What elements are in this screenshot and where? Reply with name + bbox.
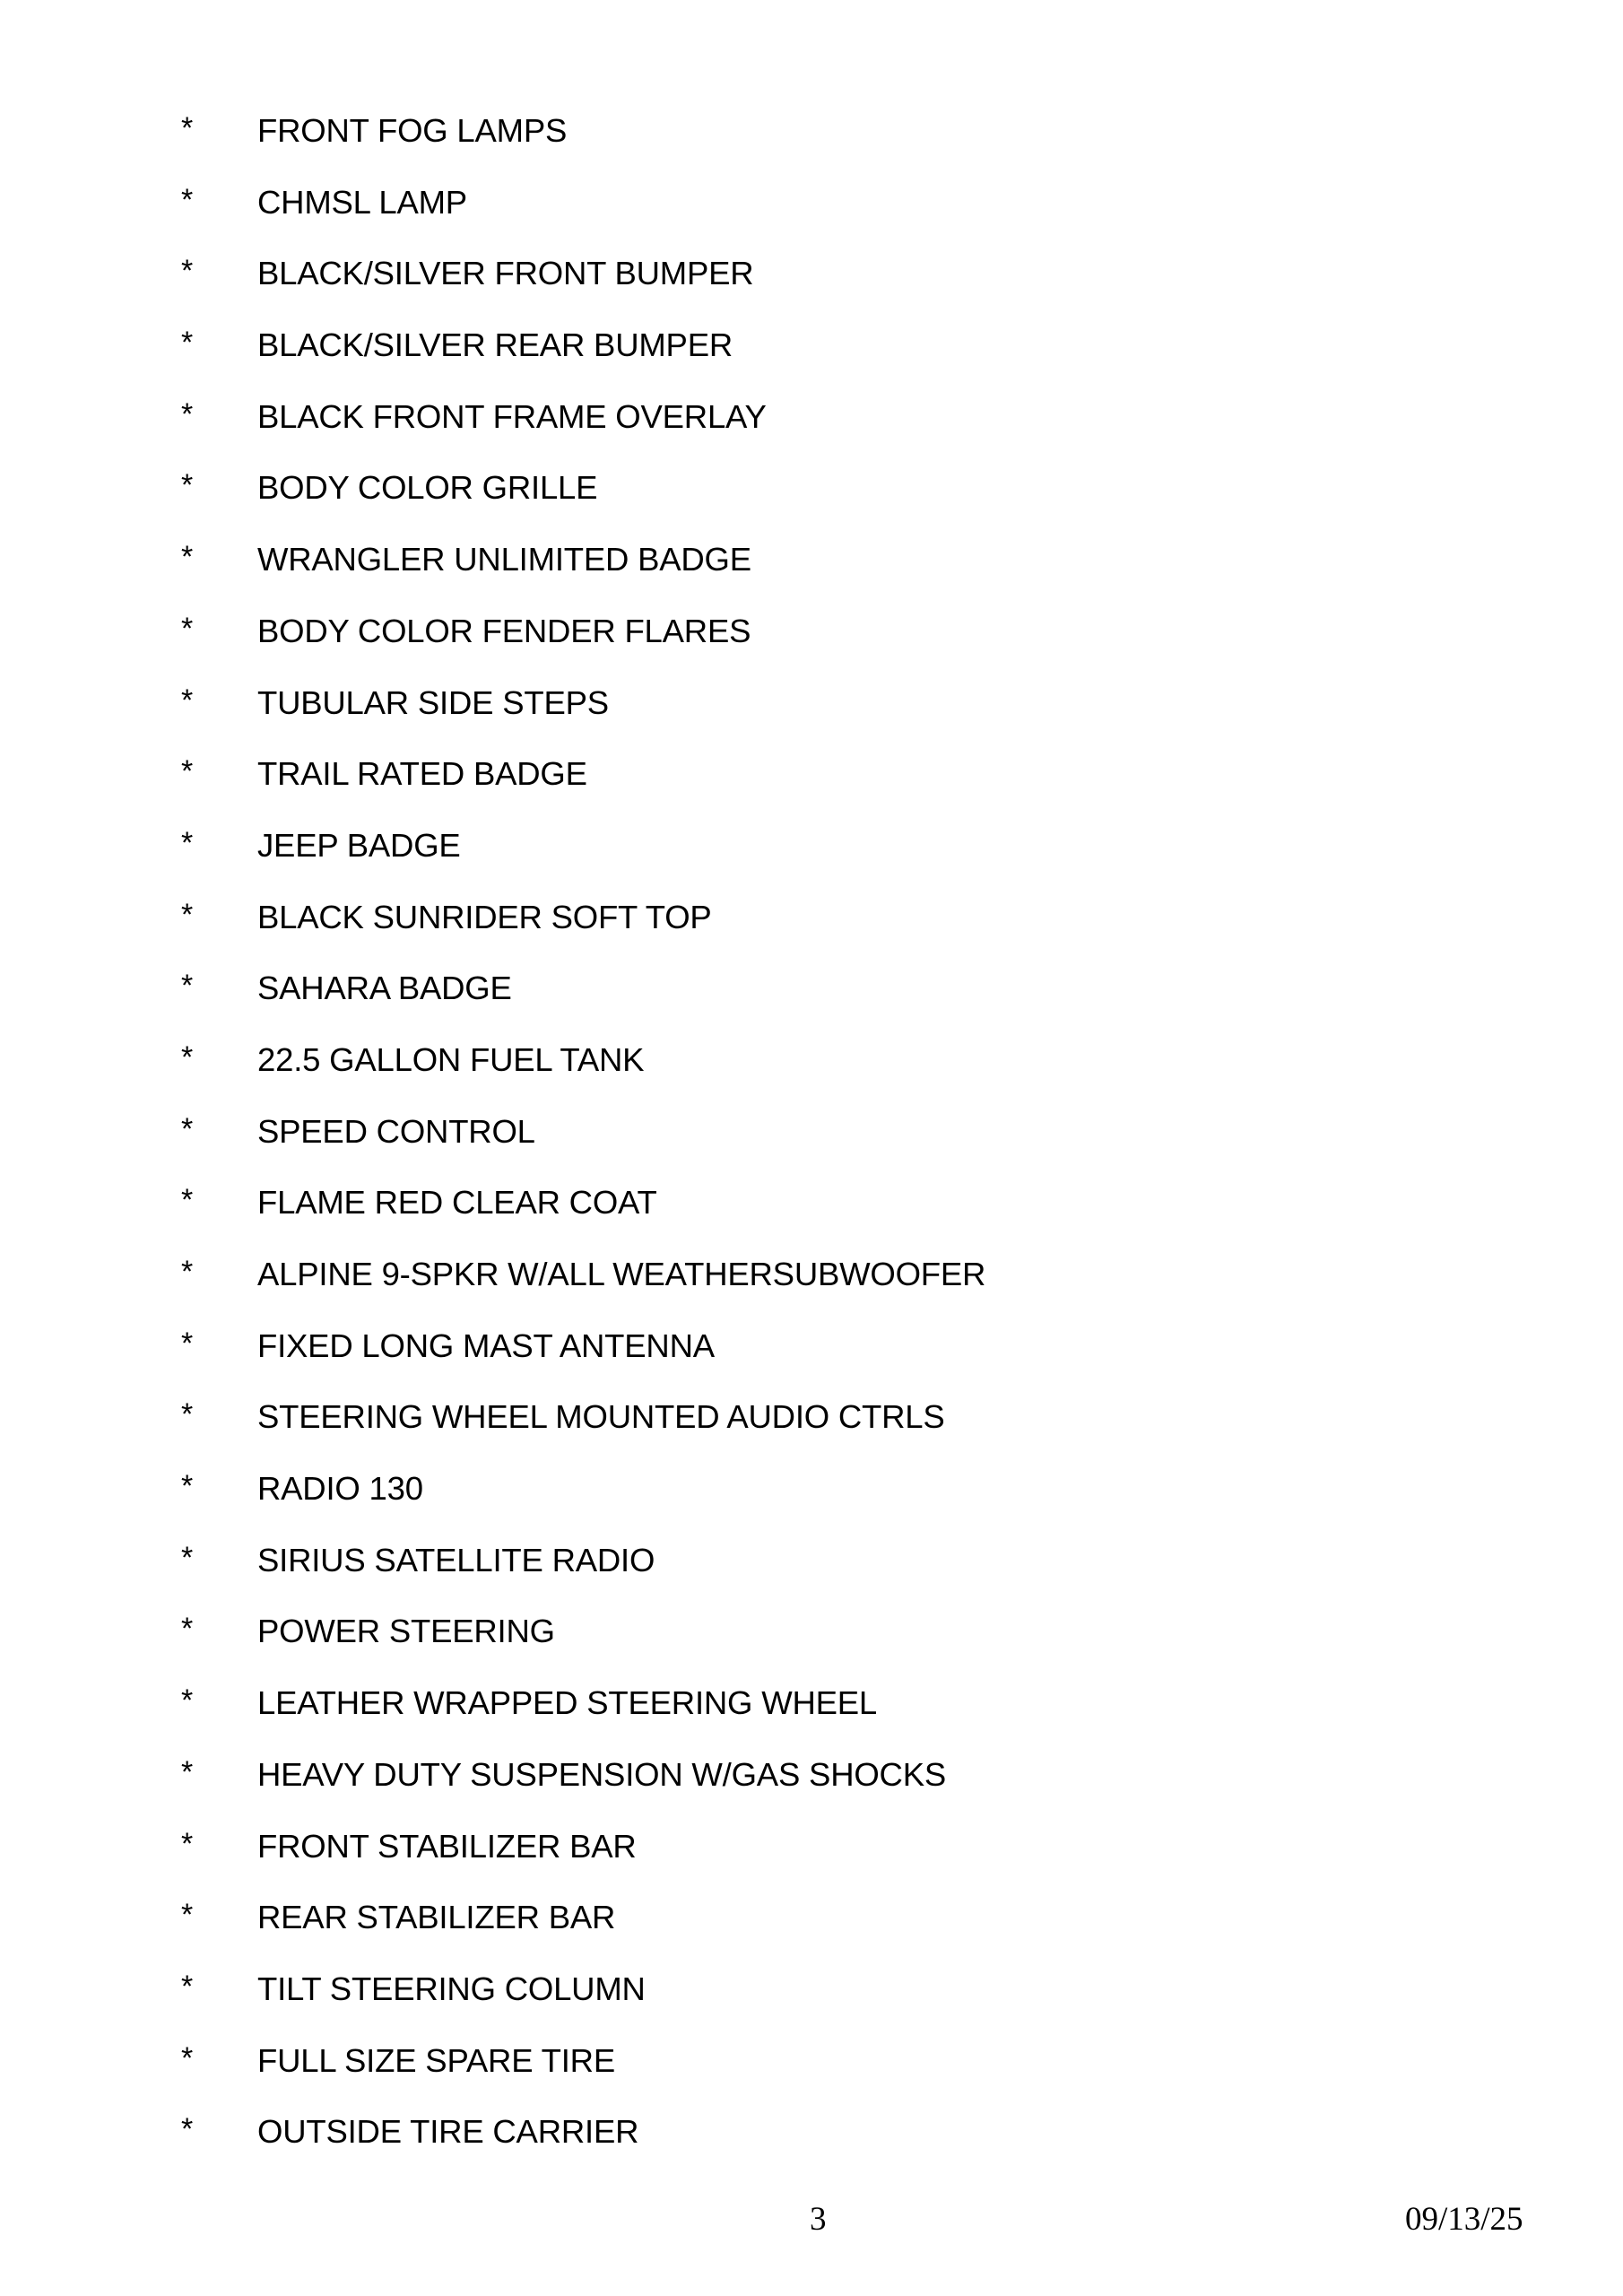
bullet: * (181, 1898, 194, 1933)
bullet: * (181, 1612, 194, 1647)
feature-text: ALPINE 9-SPKR W/ALL WEATHERSUBWOOFER (257, 1256, 986, 1292)
feature-text: RADIO 130 (257, 1470, 423, 1508)
bullet: * (181, 1540, 194, 1575)
bullet: * (181, 2040, 194, 2075)
bullet: * (181, 683, 194, 718)
feature-text: BODY COLOR FENDER FLARES (257, 612, 751, 649)
bullet: * (181, 1469, 194, 1504)
feature-text: SIRIUS SATELLITE RADIO (257, 1541, 655, 1578)
footer-date: 09/13/25 (1405, 2201, 1523, 2238)
feature-text: OUTSIDE TIRE CARRIER (257, 2113, 639, 2151)
bullet: * (181, 1039, 194, 1074)
bullet: * (181, 1397, 194, 1432)
feature-text: SAHARA BADGE (257, 970, 512, 1007)
feature-text: TUBULAR SIDE STEPS (257, 683, 609, 721)
feature-text: BLACK SUNRIDER SOFT TOP (257, 898, 712, 935)
feature-text: FIXED LONG MAST ANTENNA (257, 1326, 715, 1364)
bullet: * (181, 1111, 194, 1146)
feature-text: BLACK/SILVER REAR BUMPER (257, 326, 733, 364)
bullet: * (181, 1255, 194, 1289)
bullet: * (181, 468, 194, 503)
feature-text: LEATHER WRAPPED STEERING WHEEL (257, 1684, 877, 1722)
bullet: * (181, 1969, 194, 2004)
feature-text: WRANGLER UNLIMITED BADGE (257, 541, 751, 578)
bullet: * (181, 825, 194, 860)
bullet: * (181, 326, 194, 361)
feature-text: POWER STEERING (257, 1613, 555, 1650)
feature-text: REAR STABILIZER BAR (257, 1899, 616, 1936)
feature-text: HEAVY DUTY SUSPENSION W/GAS SHOCKS (257, 1755, 946, 1793)
feature-text: FLAME RED CLEAR COAT (257, 1184, 657, 1222)
bullet: * (181, 2112, 194, 2147)
feature-text: SPEED CONTROL (257, 1112, 535, 1150)
feature-text: FRONT FOG LAMPS (257, 112, 568, 149)
bullet: * (181, 1754, 194, 1789)
bullet: * (181, 969, 194, 1004)
feature-text: BLACK/SILVER FRONT BUMPER (257, 255, 754, 292)
bullet: * (181, 540, 194, 575)
feature-text: FULL SIZE SPARE TIRE (257, 2041, 615, 2079)
feature-text: TRAIL RATED BADGE (257, 755, 587, 793)
bullet: * (181, 396, 194, 431)
feature-text: CHMSL LAMP (257, 183, 467, 221)
feature-text: BLACK FRONT FRAME OVERLAY (257, 397, 767, 435)
feature-text: FRONT STABILIZER BAR (257, 1827, 637, 1865)
feature-text: JEEP BADGE (257, 826, 461, 864)
bullet: * (181, 111, 194, 145)
page-number: 3 (810, 2201, 827, 2238)
bullet: * (181, 1326, 194, 1361)
feature-text: TILT STEERING COLUMN (257, 1970, 646, 2007)
bullet: * (181, 1826, 194, 1861)
bullet: * (181, 182, 194, 217)
feature-text: BODY COLOR GRILLE (257, 469, 598, 507)
bullet: * (181, 254, 194, 289)
bullet: * (181, 611, 194, 646)
bullet: * (181, 897, 194, 932)
feature-text: 22.5 GALLON FUEL TANK (257, 1040, 645, 1078)
bullet: * (181, 1683, 194, 1718)
bullet: * (181, 754, 194, 789)
bullet: * (181, 1183, 194, 1218)
feature-text: STEERING WHEEL MOUNTED AUDIO CTRLS (257, 1398, 945, 1436)
